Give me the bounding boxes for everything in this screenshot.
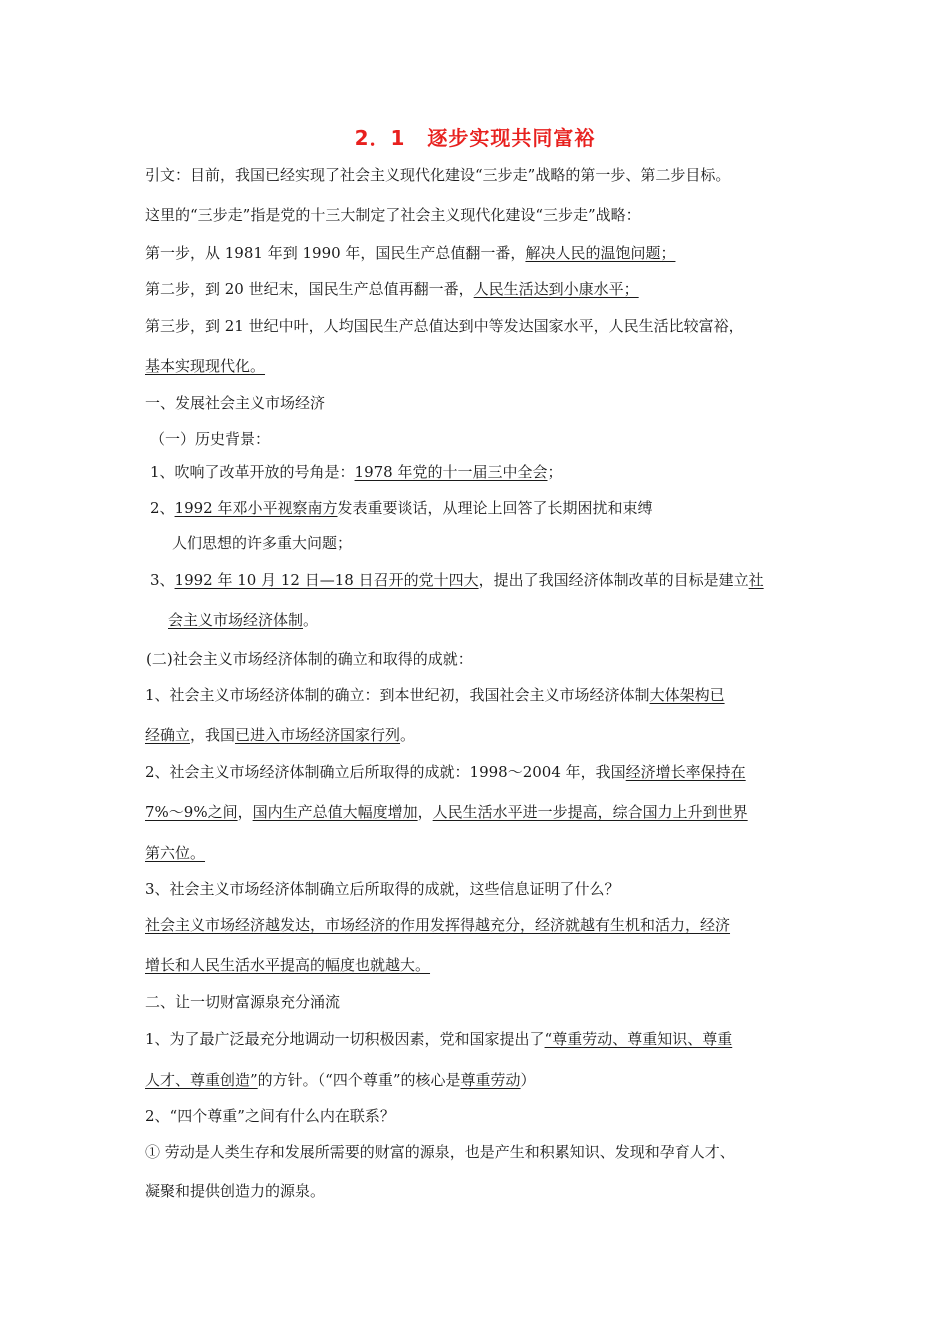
text-line [145, 279, 639, 299]
section-number: 2．1 [354, 126, 406, 150]
text-line [145, 802, 748, 822]
text-run: 3、社会主义市场经济体制确立后所取得的成就，这些信息证明了什么？ [145, 880, 620, 898]
text-run: 二、让一切财富源泉充分涌流 [145, 993, 341, 1011]
text-run: ，提出了我国经济体制改革的目标是建立 [478, 571, 749, 589]
text-line [145, 762, 746, 782]
underlined-answer: 解决人民的温饱问题； [525, 244, 676, 262]
text-run: 这里的“三步走”指是党的十三大制定了社会主义现代化建设“三步走”战略： [145, 206, 641, 224]
text-line [145, 205, 641, 225]
title-text: 逐步实现共同富裕 [427, 126, 596, 150]
text-run: ） [520, 1071, 536, 1089]
text-line [168, 610, 318, 630]
text-line [145, 243, 675, 263]
text-line [146, 649, 473, 669]
text-run: ， [237, 803, 253, 821]
text-run: 的方针。（“四个尊重”的核心是 [257, 1071, 461, 1089]
text-run: 发表重要谈话，从理论上回答了长期困扰和束缚 [337, 499, 653, 517]
text-line [145, 685, 725, 705]
text-run: ① 劳动是人类生存和发展所需要的财富的源泉，也是产生和积累知识、发现和孕育人才、 [145, 1143, 735, 1161]
underlined-answer: 经济增长率保持在 [625, 763, 746, 781]
text-run: 引文：目前，我国已经实现了社会主义现代化建设“三步走”战略的第一步、第二步目标。 [145, 166, 731, 184]
underlined-answer: 增长和人民生活水平提高的幅度也就越大。 [145, 956, 431, 974]
text-line [145, 955, 430, 975]
underlined-answer: 尊重劳动 [460, 1071, 521, 1089]
text-run: ， [417, 803, 433, 821]
underlined-answer: 大体架构已 [649, 686, 725, 704]
text-run: ； [547, 463, 563, 481]
text-run: 2、社会主义市场经济体制确立后所取得的成就：1998～2004 年，我国 [145, 763, 626, 781]
text-line [145, 356, 265, 376]
underlined-answer: 1992 年 10 月 12 日—18 日召开的党十四大 [174, 571, 479, 589]
text-run: 1、吹响了改革开放的号角是： [150, 463, 355, 481]
text-line [145, 915, 730, 935]
text-run: 第一步，从 1981 年到 1990 年，国民生产总值翻一番， [145, 244, 526, 262]
underlined-answer: 人才、尊重创造” [145, 1071, 258, 1089]
text-run: 1、社会主义市场经济体制的确立：到本世纪初，我国社会主义市场经济体制 [145, 686, 650, 704]
text-line [150, 570, 764, 590]
text-run: (二)社会主义市场经济体制的确立和取得的成就： [146, 650, 473, 668]
text-line [145, 1106, 395, 1126]
text-run: 一、发展社会主义市场经济 [145, 394, 326, 412]
underlined-answer: 社会主义市场经济越发达，市场经济的作用发挥得越充分，经济就越有生机和活力，经济 [145, 916, 731, 934]
text-run: 。 [303, 611, 319, 629]
text-run: 2、 [150, 499, 175, 517]
text-line [145, 316, 744, 336]
text-line [145, 992, 340, 1012]
text-run: 第三步，到 21 世纪中叶，人均国民生产总值达到中等发达国家水平，人民生活比较富裕， [145, 317, 744, 335]
underlined-answer: 社 [748, 571, 764, 589]
text-run: 。 [400, 726, 416, 744]
underlined-answer: 第六位。 [145, 844, 206, 862]
text-line [145, 1181, 325, 1201]
text-line [172, 533, 352, 553]
text-run: ，我国 [190, 726, 236, 744]
text-line [145, 1029, 732, 1049]
text-line [150, 498, 653, 518]
text-line [145, 725, 415, 745]
text-line [145, 1070, 536, 1090]
text-run: 凝聚和提供创造力的源泉。 [145, 1182, 326, 1200]
text-line [145, 165, 730, 185]
underlined-answer: 人民生活水平进一步提高，综合国力上升到世界 [432, 803, 748, 821]
text-run: （一）历史背景： [150, 430, 271, 448]
text-run: 1、为了最广泛最充分地调动一切积极因素，党和国家提出了 [145, 1030, 545, 1048]
text-line [145, 843, 205, 863]
underlined-answer: 1992 年邓小平视察南方 [174, 499, 338, 517]
underlined-answer: “尊重劳动、尊重知识、尊重 [544, 1030, 733, 1048]
text-line [145, 879, 620, 899]
underlined-answer: 经确立 [145, 726, 191, 744]
underlined-answer: 已进入市场经济国家行列 [235, 726, 401, 744]
text-line [145, 393, 325, 413]
underlined-answer: 1978 年党的十一届三中全会 [354, 463, 548, 481]
text-run: 2、“四个尊重”之间有什么内在联系？ [145, 1107, 395, 1125]
text-line [145, 1142, 735, 1162]
underlined-answer: 基本实现现代化。 [145, 357, 266, 375]
text-run: 第二步，到 20 世纪末，国民生产总值再翻一番， [145, 280, 474, 298]
underlined-answer: 人民生活达到小康水平； [473, 280, 639, 298]
text-run: 3、 [150, 571, 175, 589]
text-run: 人们思想的许多重大问题； [172, 534, 353, 552]
underlined-answer: 会主义市场经济体制 [168, 611, 304, 629]
text-line [150, 462, 563, 482]
underlined-answer: 国内生产总值大幅度增加 [252, 803, 418, 821]
text-line [150, 429, 270, 449]
underlined-answer: 7%～9%之间 [145, 803, 238, 821]
document-title [0, 122, 950, 151]
